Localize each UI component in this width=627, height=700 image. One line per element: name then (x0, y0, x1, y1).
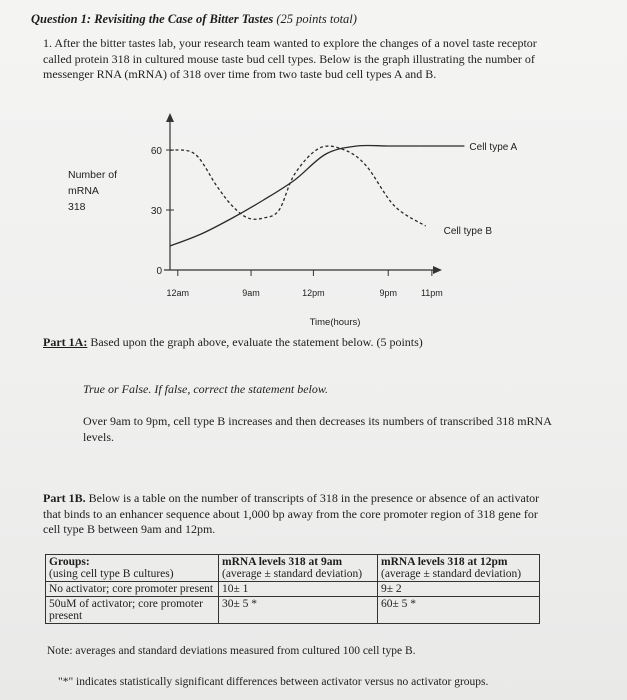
part-1a-text: Based upon the graph above, evaluate the statement below. (5 points) (87, 335, 423, 349)
part-1b-text: Below is a table on the number of transcripts of 318 in the presence or absence of an activator that binds to an enhancer sequence about 1,000 bp away from the core promoter region of 318 gene for cell type B between 9am and 12pm. (43, 491, 540, 536)
mrna-table (45, 554, 540, 624)
header-line: (average ± standard deviation) (381, 568, 522, 580)
x-tick-label: 9pm (379, 288, 397, 298)
x-tick-label: 12am (166, 288, 190, 298)
y-tick-label: 60 (150, 146, 162, 157)
y-axis-label-line: mRNA (68, 185, 99, 197)
x-tick-label: 9am (242, 288, 260, 298)
table-header-cell (46, 555, 219, 582)
table-cell: No activator; core promoter present (46, 582, 219, 597)
legend-label-cell-type-b: Cell type B (443, 226, 493, 237)
header-line: mRNA levels 318 at 9am (222, 556, 343, 568)
table-header-row (46, 555, 540, 582)
table-cell: 9± 2 (378, 582, 540, 597)
table-cell: 30± 5 * (219, 597, 378, 624)
part-1b-label: Part 1B. (43, 491, 86, 505)
table-cell: 10± 1 (219, 582, 378, 597)
y-axis-label-line: 318 (68, 201, 86, 213)
y-axis-label-line: Number of (68, 169, 118, 181)
header-line: (using cell type B cultures) (49, 568, 174, 580)
series-line-cell-type-b (170, 146, 426, 226)
table-row (46, 597, 540, 624)
x-axis-arrow (433, 266, 442, 274)
part-1b-paragraph (43, 491, 558, 538)
part-1a-label: Part 1A: (43, 335, 88, 349)
question-intro: 1. After the bitter tastes lab, your research team wanted to explore the changes of a novel taste receptor called protein 318 in cultured mouse taste bud cell types. Below is the graph illustrating the number of messenger RNA (mRNA) of 318 over time from two taste bud cell types A and B. (43, 36, 537, 81)
y-tick-label: 30 (150, 206, 162, 217)
question-title-text: Question 1: Revisiting the Case of Bitter Tastes (31, 12, 274, 26)
question-points: (25 points total) (276, 12, 357, 26)
table-note: Note: averages and standard deviations measured from cultured 100 cell type B. (47, 645, 416, 657)
x-axis-label: Time(hours) (309, 317, 361, 328)
header-line: Groups: (49, 556, 90, 568)
x-tick-label: 12pm (302, 288, 325, 298)
header-line: mRNA levels 318 at 12pm (381, 556, 508, 568)
mrna-line-graph (60, 105, 540, 330)
table-header-cell (378, 555, 540, 582)
series-line-cell-type-a (170, 145, 419, 246)
true-false-prompt: True or False. If false, correct the statement below. (83, 382, 328, 396)
table-header-cell (219, 555, 378, 582)
question-title (31, 12, 357, 27)
header-line: (average ± standard deviation) (222, 568, 363, 580)
y-tick-label: 0 (156, 266, 162, 277)
chart-svg (60, 105, 540, 330)
table-cell: 60± 5 * (378, 597, 540, 624)
table-cell: 50uM of activator; core promoter present (46, 597, 219, 624)
part-1a-heading (43, 335, 423, 350)
y-axis-arrow (166, 113, 174, 122)
significance-note: "*" indicates statistically significant differences between activator versus no activator groups. (58, 676, 489, 688)
legend-label-cell-type-a: Cell type A (469, 142, 518, 153)
x-tick-label: 11pm (420, 288, 443, 298)
statement-text: Over 9am to 9pm, cell type B increases and then decreases its numbers of transcribed 318 mRNA levels. (83, 414, 552, 444)
table-row (46, 582, 540, 597)
